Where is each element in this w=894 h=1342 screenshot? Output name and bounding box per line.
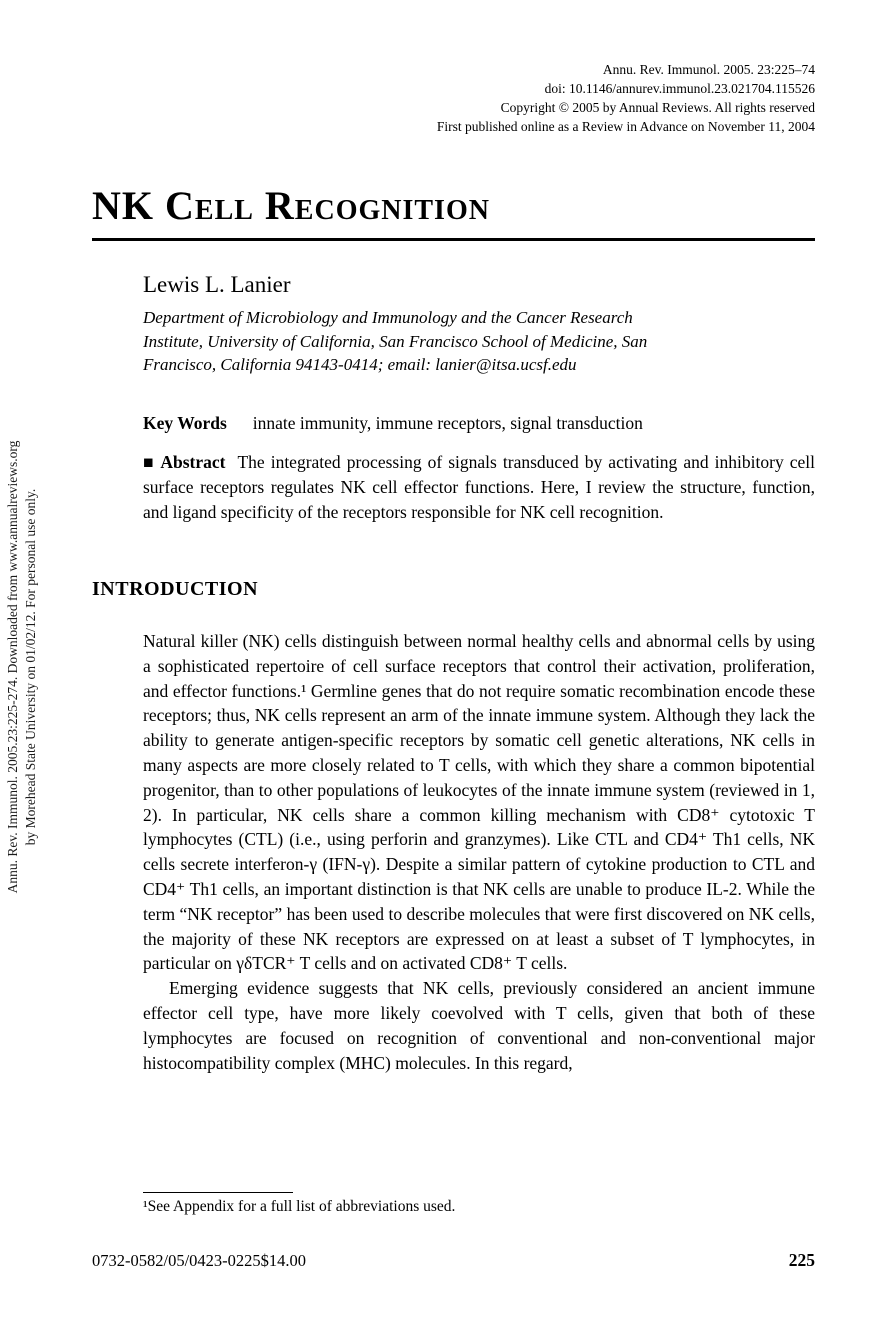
introduction-body [143, 629, 815, 1075]
page-footer [92, 1250, 815, 1271]
author-affiliation: Department of Microbiology and Immunology and the Cancer Research Institute, University of California, San Francisco School of Medicine, San Francisco, California 94143-0414; email: lanier@itsa.ucsf.edu [143, 308, 648, 374]
keywords-text: innate immunity, immune receptors, signal transduction [252, 413, 643, 433]
abstract-label: ■ Abstract [143, 452, 226, 472]
stamp-line-1: Annu. Rev. Immunol. 2005.23:225-274. Downloaded from www.annualreviews.org [5, 440, 20, 894]
paragraph: Emerging evidence suggests that NK cells, previously considered an ancient immune effector cell type, have more likely coevolved with T cells, given that both of these lymphocytes are focused on recognition of conventional and non-conventional major histocompatibility complex (MHC) molecules. In this regard, [143, 978, 815, 1073]
keywords-line [143, 413, 815, 434]
abstract [143, 450, 815, 525]
citation-block [437, 60, 815, 136]
issn-price-code: 0732-0582/05/0423-0225$14.00 [92, 1251, 307, 1270]
article-title: NK Cell Recognition [92, 183, 490, 228]
keywords-label: Key Words [143, 413, 227, 433]
title-rule [92, 238, 815, 241]
citation-line-published: First published online as a Review in Advance on November 11, 2004 [436, 119, 815, 134]
stamp-line-2: by Morehead State University on 01/02/12. For personal use only. [23, 488, 38, 846]
section-heading-introduction: INTRODUCTION [92, 578, 259, 600]
citation-line-journal: Annu. Rev. Immunol. 2005. 23:225–74 [602, 62, 815, 77]
author-name: Lewis L. Lanier [143, 272, 291, 297]
footnote-rule [143, 1192, 293, 1193]
library-access-stamp [4, 382, 40, 952]
citation-line-doi: doi: 10.1146/annurev.immunol.23.021704.115526 [544, 81, 815, 96]
footnote: ¹See Appendix for a full list of abbreviations used. [143, 1198, 456, 1215]
abstract-text: The integrated processing of signals transduced by activating and inhibitory cell surface receptors regulates NK cell effector functions. Here, I review the structure, function, and ligand specificity of the receptors responsible for NK cell recognition. [143, 452, 815, 522]
paragraph: Natural killer (NK) cells distinguish between normal healthy cells and abnormal cells by using a sophisticated repertoire of cell surface receptors that control their activation, proliferation, and effector functions.¹ Germline genes that do not require somatic recombination encode these receptors; thus, NK cells represent an arm of the innate immune system. Although they lack the ability to generate antigen-specific receptors by somatic cell genetic alterations, NK cells in many aspects are more closely related to T cells, with which they share a common bipotential progenitor, than to other populations of leukocytes of the innate immune system (reviewed in 1, 2). In particular, NK cells share a common killing mechanism with CD8⁺ cytotoxic T lymphocytes (CTL) (i.e., using perforin and granzymes). Like CTL and CD4⁺ Th1 cells, NK cells secrete interferon-γ (IFN-γ). Despite a similar pattern of cytokine production to CTL and CD4⁺ Th1 cells, an important distinction is that NK cells are unable to produce IL-2. While the term “NK receptor” has been used to describe molecules that were first discovered on NK cells, the majority of these NK receptors are expressed on at least a subset of T lymphocytes, in particular on γδTCR⁺ T cells and on activated CD8⁺ T cells. [143, 631, 815, 974]
citation-line-copyright: Copyright © 2005 by Annual Reviews. All rights reserved [500, 100, 815, 115]
page-number: 225 [788, 1250, 815, 1270]
